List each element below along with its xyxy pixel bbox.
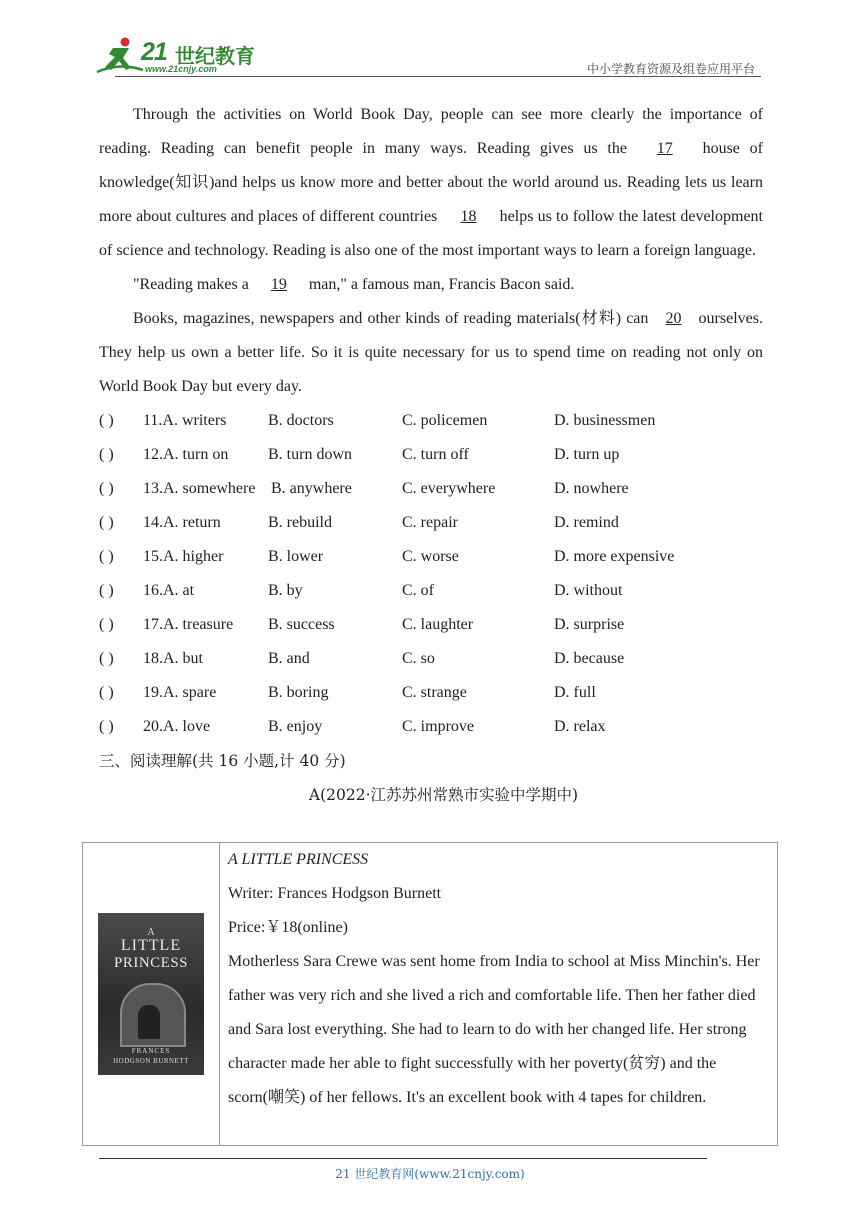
option-b: B. enjoy <box>268 718 323 735</box>
answer-paren[interactable]: ( ) <box>99 480 114 497</box>
option-d: D. turn up <box>554 446 620 463</box>
option-a: 19.A. spare <box>143 684 217 701</box>
answer-paren[interactable]: ( ) <box>99 718 114 735</box>
passage-paragraph-3 <box>99 302 763 404</box>
logo-number: 21 <box>141 38 167 66</box>
option-c: C. strange <box>402 684 467 701</box>
question-row <box>99 506 763 540</box>
paragraph-text: ourselves. They help us own a better life. So it is quite necessary for us to spend time on reading not only on World Book Day but every day. <box>99 310 763 395</box>
option-c: C. laughter <box>402 616 474 633</box>
question-row <box>99 676 763 710</box>
option-d: D. businessmen <box>554 412 656 429</box>
option-b: B. anywhere <box>271 480 352 497</box>
book-price: Price:￥18(online) <box>228 919 348 936</box>
question-row <box>99 472 763 506</box>
cover-line-1: A <box>147 927 155 938</box>
paragraph-text: house of knowledge(知识)and helps us know more and better about the world around us. Reading lets us learn more about cultures and places of different countries <box>99 140 764 225</box>
option-c: C. policemen <box>402 412 488 429</box>
option-d: D. surprise <box>554 616 625 633</box>
paragraph-text: man," a famous man, Francis Bacon said. <box>304 276 575 293</box>
header-divider <box>115 76 761 77</box>
option-c: C. of <box>402 582 434 599</box>
option-a: 11.A. writers <box>143 412 227 429</box>
option-a: 16.A. at <box>143 582 195 599</box>
page-content <box>99 98 763 812</box>
option-d: D. because <box>554 650 625 667</box>
book-table <box>82 842 778 1146</box>
answer-paren[interactable]: ( ) <box>99 582 114 599</box>
option-d: D. relax <box>554 718 606 735</box>
answer-paren[interactable]: ( ) <box>99 650 114 667</box>
cover-author-1: FRANCES <box>131 1047 171 1055</box>
passage-paragraph-2 <box>99 268 763 302</box>
blank-19: 19 <box>270 276 287 293</box>
option-b: B. by <box>268 582 303 599</box>
page-header <box>95 34 755 78</box>
option-a: 17.A. treasure <box>143 616 234 633</box>
runner-logo-icon <box>95 36 145 76</box>
page-footer[interactable]: 21 世纪教育网(www.21cnjy.com) <box>335 1167 525 1181</box>
option-d: D. remind <box>554 514 619 531</box>
option-b: B. success <box>268 616 335 633</box>
option-d: D. more expensive <box>554 548 675 565</box>
answer-paren[interactable]: ( ) <box>99 684 114 701</box>
option-d: D. full <box>554 684 596 701</box>
question-list <box>99 404 763 744</box>
paragraph-text: "Reading makes a <box>133 276 253 293</box>
answer-paren[interactable]: ( ) <box>99 514 114 531</box>
option-d: D. without <box>554 582 623 599</box>
cover-figure-art <box>138 1005 160 1039</box>
book-description: Motherless Sara Crewe was sent home from India to school at Miss Minchin's. Her father was very rich and she lived a rich and comfortable life. Then her father died and Sara lost everything. She had to learn to do with her changed life. Her strong character made her able to fight successfully with her poverty(贫穷) and the scorn(嘲笑) of her fellows. It's an excellent book with 4 tapes for children. <box>228 953 760 1106</box>
paragraph-text: Books, magazines, newspapers and other kinds of reading materials(材料) can <box>133 310 654 327</box>
book-title: A LITTLE PRINCESS <box>228 851 369 868</box>
option-b: B. turn down <box>268 446 352 463</box>
option-c: C. worse <box>402 548 459 565</box>
question-row <box>99 574 763 608</box>
cover-author-2: HODGSON BURNETT <box>113 1057 189 1065</box>
blank-18: 18 <box>460 208 477 225</box>
option-a: 13.A. somewhere <box>143 480 256 497</box>
passage-a-title: A(2022·江苏苏州常熟市实验中学期中) <box>308 786 579 804</box>
option-c: C. everywhere <box>402 480 496 497</box>
question-row <box>99 404 763 438</box>
answer-paren[interactable]: ( ) <box>99 412 114 429</box>
answer-paren[interactable]: ( ) <box>99 616 114 633</box>
option-c: C. repair <box>402 514 458 531</box>
book-writer: Writer: Frances Hodgson Burnett <box>228 885 442 902</box>
passage-paragraph-1 <box>99 98 763 268</box>
option-b: B. boring <box>268 684 329 701</box>
option-c: C. improve <box>402 718 474 735</box>
question-row <box>99 608 763 642</box>
option-b: B. rebuild <box>268 514 332 531</box>
header-platform-text: 中小学教育资源及组卷应用平台 <box>586 62 755 76</box>
option-a: 15.A. higher <box>143 548 224 565</box>
question-row <box>99 642 763 676</box>
answer-paren[interactable]: ( ) <box>99 548 114 565</box>
option-b: B. doctors <box>268 412 334 429</box>
book-info-cell <box>220 843 778 1146</box>
option-b: B. and <box>268 650 310 667</box>
cover-line-2: LITTLE <box>120 937 182 954</box>
option-b: B. lower <box>268 548 324 565</box>
blank-20: 20 <box>665 310 682 327</box>
blank-17: 17 <box>656 140 673 157</box>
logo-text: 世纪教育 <box>175 44 255 68</box>
question-row <box>99 710 763 744</box>
question-row <box>99 540 763 574</box>
cover-line-3: PRINCESS <box>113 955 189 971</box>
paragraph-text: Through the activities on World Book Day, people can see more clearly the importance of reading. Reading can benefit people in many ways. Reading gives us the <box>99 106 763 157</box>
logo <box>95 34 265 78</box>
section-title: 三、阅读理解(共 16 小题,计 40 分) <box>99 752 346 770</box>
book-cover-cell <box>83 843 220 1146</box>
logo-url: www.21cnjy.com <box>145 64 217 74</box>
paragraph-text: helps us to follow the latest development of science and technology. Reading is also one of the most important ways to learn a foreign language. <box>99 208 763 259</box>
option-a: 18.A. but <box>143 650 203 667</box>
option-a: 12.A. turn on <box>143 446 229 463</box>
answer-paren[interactable]: ( ) <box>99 446 114 463</box>
question-row <box>99 438 763 472</box>
footer-divider <box>99 1158 707 1159</box>
option-c: C. turn off <box>402 446 469 463</box>
book-cover-image <box>98 913 204 1075</box>
option-c: C. so <box>402 650 435 667</box>
option-d: D. nowhere <box>554 480 629 497</box>
option-a: 20.A. love <box>143 718 211 735</box>
option-a: 14.A. return <box>143 514 221 531</box>
